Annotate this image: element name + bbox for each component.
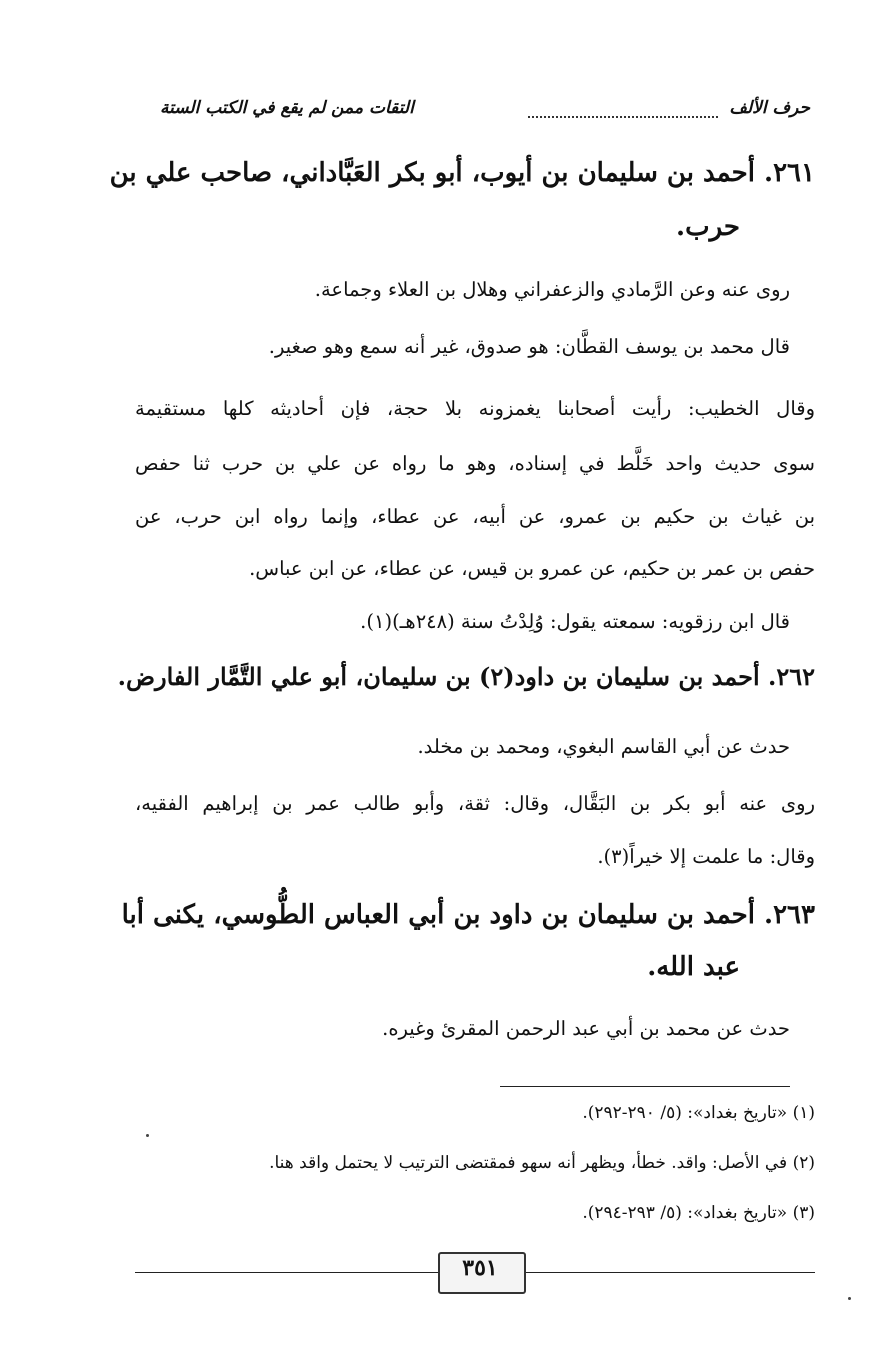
footnote-separator — [500, 1086, 790, 1087]
scan-speck — [848, 1297, 851, 1300]
paragraph-line: حدث عن أبي القاسم البغوي، ومحمد بن مخلد. — [417, 735, 790, 758]
header-dot-leader — [528, 102, 718, 118]
paragraph-line: وقال الخطيب: رأيت أصحابنا يغمزونه بلا حجة، فإن أحاديثه كلها مستقيمة — [135, 397, 815, 420]
page-number: ٣٥١ — [462, 1255, 498, 1281]
entry-title-line: ٢٦٣. أحمد بن سليمان بن داود بن أبي العباس الطُّوسي، يكنى أبا — [121, 900, 815, 930]
footnote: (٢) في الأصل: واقد. خطأ، ويظهر أنه سهو فمقتضى الترتيب لا يحتمل واقد هنا. — [269, 1153, 815, 1173]
entry-title-line: ٢٦٢. أحمد بن سليمان بن داود(٢) بن سليمان، أبو علي التَّمَّار الفارض. — [117, 662, 815, 691]
paragraph-line: وقال: ما علمت إلا خيراً(٣). — [597, 845, 815, 868]
entry-title-line: عبد الله. — [647, 952, 740, 982]
running-header — [160, 98, 810, 130]
page-number-rule-right — [520, 1272, 815, 1273]
paragraph-line: سوى حديث واحد خَلَّط في إسناده، وهو ما رواه عن علي بن حرب ثنا حفص — [135, 452, 815, 475]
paragraph-line: روى عنه وعن الرَّمادي والزعفراني وهلال بن العلاء وجماعة. — [314, 278, 790, 301]
scan-speck — [146, 1134, 149, 1137]
paragraph-line: روى عنه أبو بكر بن البَقَّال، وقال: ثقة، وأبو طالب عمر بن إبراهيم الفقيه، — [135, 792, 815, 815]
entry-title-line: ٢٦١. أحمد بن سليمان بن أيوب، أبو بكر العَبَّاداني، صاحب علي بن — [109, 158, 815, 188]
paragraph-line: قال محمد بن يوسف القطَّان: هو صدوق، غير أنه سمع وهو صغير. — [268, 335, 790, 358]
header-chapter: حرف الألف — [729, 98, 810, 118]
entry-title-line: حرب. — [676, 212, 740, 242]
paragraph-line: قال ابن رزقويه: سمعته يقول: وُلِدْتُ سنة (٢٤٨هـ)(١). — [360, 610, 790, 633]
paragraph-line: حدث عن محمد بن أبي عبد الرحمن المقرئ وغيره. — [382, 1017, 790, 1040]
footnote: (٣) «تاريخ بغداد»: (٥/ ٢٩٣-٢٩٤). — [582, 1203, 815, 1223]
page-number-rule-left — [135, 1272, 440, 1273]
paragraph-line: حفص بن عمر بن حكيم، عن عمرو بن قيس، عن عطاء، عن ابن عباس. — [249, 557, 815, 580]
header-section: التقات ممن لم يقع في الكتب الستة — [160, 98, 414, 118]
paragraph-line: بن غياث بن حكيم بن عمرو، عن أبيه، عن عطاء، وإنما رواه ابن حرب، عن — [135, 505, 815, 528]
footnote: (١) «تاريخ بغداد»: (٥/ ٢٩٠-٢٩٢). — [582, 1103, 815, 1123]
